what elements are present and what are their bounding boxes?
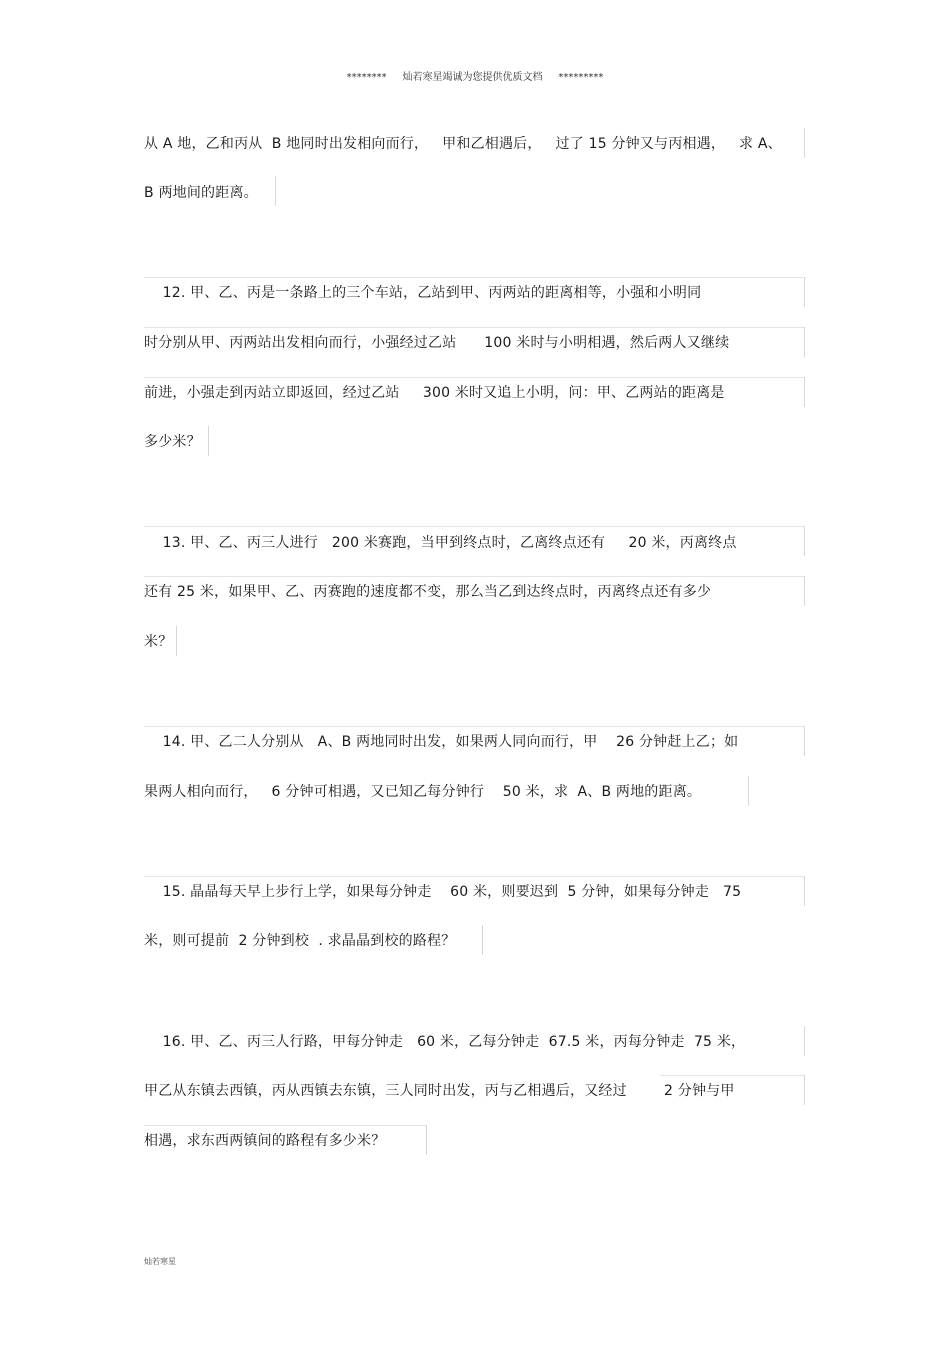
text-line: 12. 甲、乙、丙是一条路上的三个车站，乙站到甲、丙两站的距离相等，小强和小明同	[144, 285, 702, 301]
scan-rule	[144, 526, 804, 527]
text-line: 15. 晶晶每天早上步行上学，如果每分钟走 60 米，则要迟到 5 分钟，如果每分钟走 75	[144, 884, 742, 900]
text-line: 还有 25 米，如果甲、乙、丙赛跑的速度都不变，那么当乙到达终点时，丙离终点还有多少	[144, 584, 712, 600]
scan-rule	[208, 426, 209, 456]
scan-rule	[804, 277, 805, 307]
scan-rule	[144, 876, 804, 877]
text-line: 14. 甲、乙二人分别从 A、B 两地同时出发，如果两人同向而行，甲 26 分钟赶上乙；如	[144, 734, 739, 750]
page-footer: 灿若寒星	[144, 1257, 176, 1266]
text-line: 多少米？	[144, 434, 201, 450]
text-line: B 两地间的距离。	[144, 185, 258, 201]
text-line: 相遇，求东西两镇间的路程有多少米？	[144, 1133, 386, 1149]
scan-rule	[804, 876, 805, 906]
scan-rule	[804, 576, 805, 606]
text-line: 米，则可提前 2 分钟到校 . 求晶晶到校的路程？	[144, 933, 456, 949]
scan-rule	[144, 1125, 426, 1126]
scan-rule	[748, 776, 749, 806]
text-line: 米？	[144, 634, 173, 650]
scan-rule	[426, 1125, 427, 1155]
page-header: ******** 灿若寒星竭诚为您提供优质文档 *********	[346, 72, 604, 83]
scan-rule	[804, 377, 805, 407]
scan-rule	[275, 176, 276, 206]
scan-rule	[144, 277, 804, 278]
scan-rule	[144, 327, 804, 328]
scan-rule	[144, 377, 804, 378]
scan-rule	[804, 726, 805, 756]
scan-rule	[144, 576, 804, 577]
scan-rule	[804, 327, 805, 357]
text-line: 果两人相向而行， 6 分钟可相遇，又已知乙每分钟行 50 米，求 A、B 两地的距离。	[144, 784, 702, 800]
text-line: 前进，小强走到丙站立即返回，经过乙站 300 米时又追上小明，问：甲、乙两站的距离是	[144, 385, 725, 401]
scan-rule	[804, 526, 805, 556]
scan-rule	[144, 726, 804, 727]
scan-rule	[482, 925, 483, 955]
text-line: 甲乙从东镇去西镇，丙从西镇去东镇，三人同时出发，丙与乙相遇后，又经过 2 分钟与甲	[144, 1083, 735, 1099]
scan-rule	[804, 1026, 805, 1056]
text-line: 从 A 地，乙和丙从 B 地同时出发相向而行， 甲和乙相遇后， 过了 15 分钟又与丙相遇， 求 A、	[144, 136, 782, 152]
scan-rule	[660, 1075, 804, 1076]
text-line: 时分别从甲、丙两站出发相向而行，小强经过乙站 100 米时与小明相遇，然后两人又继续	[144, 335, 730, 351]
scan-rule	[804, 128, 805, 158]
text-line: 13. 甲、乙、丙三人进行 200 米赛跑，当甲到终点时，乙离终点还有 20 米，丙离终点	[144, 535, 737, 551]
scan-rule	[176, 626, 177, 656]
text-line: 16. 甲、乙、丙三人行路，甲每分钟走 60 米，乙每分钟走 67.5 米，丙每分钟走 75 米，	[144, 1034, 746, 1050]
scan-rule	[804, 1075, 805, 1105]
